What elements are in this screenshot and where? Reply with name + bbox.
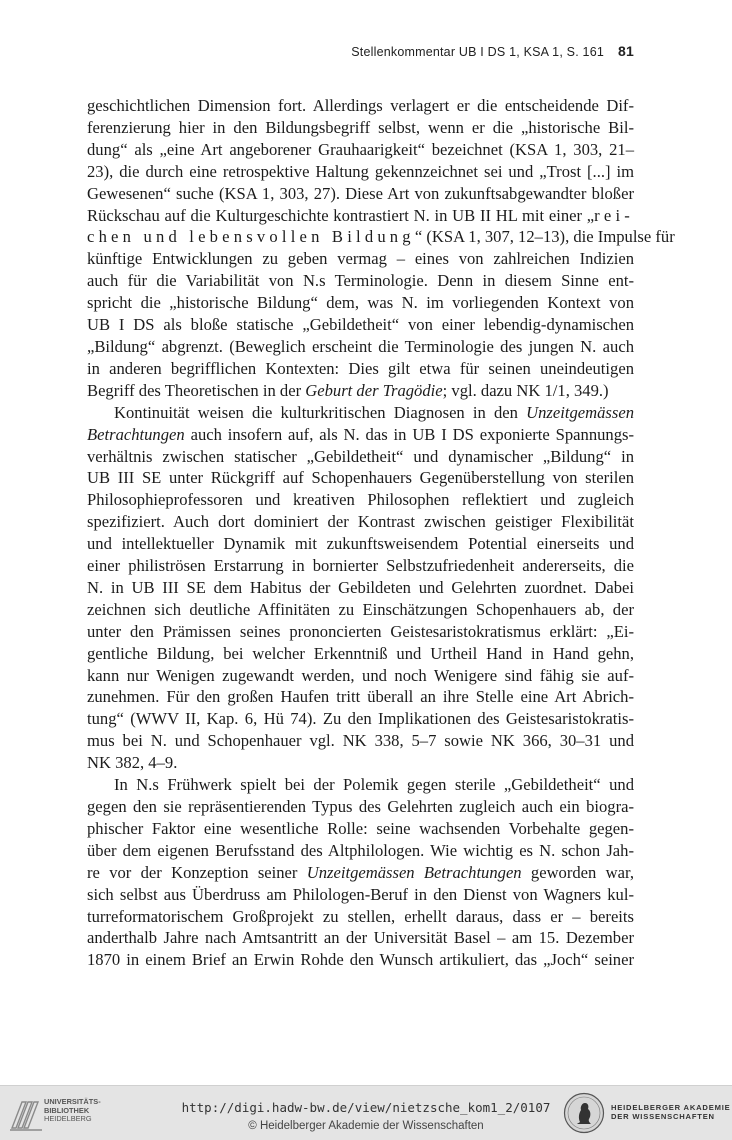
- spaced-text: rei-: [594, 205, 634, 225]
- text-line: geschichtlichen Dimension fort. Allerdings verlagert er die entscheidende Dif-: [87, 96, 634, 115]
- text-line: spricht die „historische Bildung“ dem, was N. im vorliegenden Kontext von: [87, 293, 634, 313]
- library-name-line: HEIDELBERG: [44, 1114, 92, 1124]
- text-line: Gewesenen“ suche (KSA 1, 303, 27). Diese Art von zukunftsabgewandter bloßer: [87, 183, 634, 203]
- text-line: über dem eigenen Berufsstand des Altphilologen. Wie wichtig es N. schon Jah-: [87, 840, 634, 860]
- spaced-text: chen und lebensvollen Bildung: [87, 227, 415, 247]
- text-run: auch insofern auf, als N. das in UB I DS exponierte Spannungs-: [184, 424, 634, 444]
- text-line: 23), die durch eine retrospektive Haltung gekennzeichnet sei und „Trost [...] im: [87, 161, 634, 181]
- text-run: ; vgl. dazu NK 1/1, 349.): [442, 380, 609, 400]
- text-line: UB I DS als bloße statische „Gebildetheit“ von einer lebendig-dynamischen: [87, 315, 634, 335]
- text-line: anderthalb Jahre nach Amtsantritt an der Universität Basel – am 15. Dezember: [87, 928, 634, 948]
- copyright-notice: © Heidelberger Akademie der Wissenschaften: [248, 1120, 484, 1132]
- text-line: [87, 402, 634, 424]
- book-title: Unzeitgemässen: [526, 402, 634, 422]
- paragraph-2: [87, 402, 634, 774]
- book-title: Betrachtungen: [87, 424, 185, 444]
- text-line: sich selbst aus Überdruss am Philologen-Beruf in den Dienst von Wagners kul-: [87, 884, 634, 904]
- text-line: zunehmen. Für den großen Haufen tritt überall an ihre Stelle eine Art Abrich-: [87, 687, 634, 707]
- text-run: geworden war,: [521, 862, 635, 882]
- text-line: Philosophieprofessoren und kreativen Philosophen reflektiert und zugleich: [87, 490, 634, 510]
- text-line: [87, 205, 634, 227]
- text-line: N. in UB III SE dem Habitus der Gebildeten und Gelehrten zuordnet. Dabei: [87, 577, 634, 597]
- text-line: turreformatorischem Großprojekt zu stellen, erhellt daraus, dass er – bereits: [87, 906, 634, 926]
- text-line: 1870 in einem Brief an Erwin Rohde den Wunsch artikuliert, das „Joch“ seiner: [87, 950, 634, 970]
- text-line: In N.s Frühwerk spielt bei der Polemik gegen sterile „Gebildetheit“ und: [114, 775, 634, 795]
- text-line: UB III SE unter Rückgriff auf Schopenhauers Gegenüberstellung von sterilen: [87, 468, 634, 488]
- paragraph-1: [87, 95, 675, 402]
- text-run: “ (KSA 1, 307, 12–13), die Impulse für: [414, 227, 675, 247]
- text-line: gegen den sie repräsentierenden Typus des Gelehrten zugleich auch ein biogra-: [87, 797, 634, 816]
- text-line: [87, 424, 634, 446]
- text-run: Begriff des Theoretischen in der: [87, 380, 306, 400]
- permalink-url[interactable]: http://digi.hadw-bw.de/view/nietzsche_kom1_2/0107: [181, 1100, 551, 1115]
- text-line: unter den Prämissen seines prononcierten Geistesaristokratismus erklärt: „Ei-: [87, 621, 634, 641]
- text-line: tung“ (WWV II, Kap. 6, Hü 74). Zu den Implikationen des Geistesaristokratis-: [87, 709, 634, 729]
- text-line: zeichnen sich deutliche Affinitäten zu Einschätzungen Schopenhauers ab, der: [87, 599, 634, 619]
- academy-seal-icon: [563, 1092, 605, 1134]
- text-line: auch für die Variabilität von N.s Terminologie. Denn in diesem Sinne ent-: [87, 271, 634, 291]
- text-line: ferenzierung hier in den Bildungsbegriff selbst, wenn er die „historische Bil-: [87, 117, 634, 137]
- text-run: Rückschau auf die Kulturgeschichte kontrastiert N. in UB II HL mit einer „: [87, 205, 595, 225]
- page-number: 81: [618, 43, 634, 59]
- text-line: einer philiströsen Erstarrung in bornierter Selbstzufriedenheit andererseits, die: [87, 556, 634, 576]
- book-title: Geburt der Tragödie: [305, 380, 443, 400]
- main-text: [87, 95, 675, 971]
- viewer-footer: [0, 1085, 732, 1140]
- paragraph-3: [87, 774, 634, 971]
- text-line: [87, 380, 634, 402]
- text-line: [87, 226, 675, 248]
- library-name-line: BIBLIOTHEK: [44, 1105, 90, 1115]
- running-title: Stellenkommentar UB I DS 1, KSA 1, S. 161: [351, 45, 605, 59]
- text-line: in anderen begrifflichen Kontexten: Dies gilt etwa für seinen uneindeutigen: [87, 358, 634, 378]
- text-line: „Bildung“ abgrenzt. (Beweglich erscheint die Terminologie des jungen N. auch: [87, 336, 634, 356]
- text-line: phischer Faktor eine wesentliche Rolle: seine wachsenden Vorbehalte gegen-: [87, 818, 634, 838]
- text-line: gentliche Bildung, bei welcher Erkenntniß und Urtheil Hand in Hand gehn,: [87, 643, 634, 663]
- text-line: spezifiziert. Auch dort dominiert der Kontrast zwischen geistiger Flexibilität: [87, 512, 634, 532]
- text-line: [87, 862, 634, 884]
- text-line: mus bei N. und Schopenhauer vgl. NK 338, 5–7 sowie NK 366, 30–31 und: [87, 731, 634, 751]
- text-run: re vor der Konzeption seiner: [87, 862, 307, 882]
- text-line: dung“ als „eine Art angeborener Grauhaarigkeit“ bezeichnet (KSA 1, 303, 21–: [87, 139, 634, 159]
- text-run: Kontinuität weisen die kulturkritischen Diagnosen in den: [114, 402, 527, 422]
- text-line: künftige Entwicklungen zu geben vermag – eines von zahlreichen Indizien: [87, 249, 634, 269]
- text-line: und intellektueller Dynamik mit zukunftsweisendem Potential einerseits und: [87, 534, 634, 554]
- academy-name-line: DER WISSENSCHAFTEN: [611, 1112, 715, 1122]
- book-title: Unzeitgemässen Betrachtungen: [306, 862, 522, 882]
- text-line: verhältnis zwischen statischer „Gebildetheit“ und dynamischer „Bildung“ in: [87, 446, 634, 466]
- academy-name: [611, 1103, 730, 1122]
- text-line: NK 382, 4–9.: [87, 753, 178, 773]
- running-head: [87, 43, 634, 59]
- library-name-line: UNIVERSITÄTS-: [44, 1097, 101, 1106]
- academy-name-line: HEIDELBERGER AKADEMIE: [611, 1103, 731, 1112]
- text-line: kann nur Wenigen zugewandt werden, und noch Wenigere sind fähig sie auf-: [87, 665, 634, 685]
